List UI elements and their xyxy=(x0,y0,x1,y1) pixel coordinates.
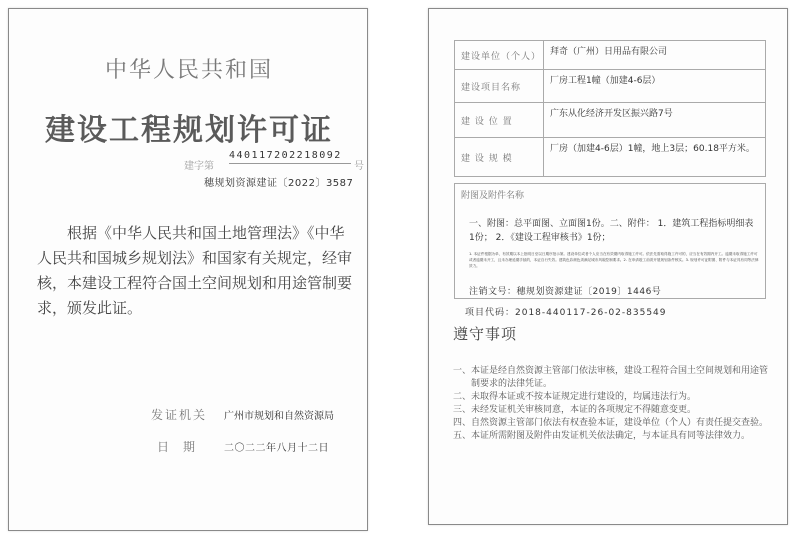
row-label: 建 设 规 模 xyxy=(455,138,544,177)
row-label: 建设单位（个人） xyxy=(455,41,544,70)
document-reference: 穗规划资源建证〔2022〕3587 xyxy=(204,178,354,189)
fine-print-notes: 1. 本证件根据为单，有效期以本上批明日至以日期序批示第。建设单位或者个人应当在有效期内取得施工许可。依法先需取得施工许可的，应当在有效期内开工。逾期未取得施工许可或者逾期未开工，且未办理延期手续的，本证自行失效。建筑色彩颜色须满足城市风貌控制要求。2. 在申请竣工前须开展规划条件核实。3. 规划许可证附图、附件与本证具有同等法律效力。 xyxy=(469,252,759,268)
permit-body-text: 根据《中华人民共和国土地管理法》《中华人民共和国城乡规划法》和国家有关规定，经审核，本建设工程符合国土空间规划和用途管制要求，颁发此证。 xyxy=(37,224,353,317)
permit-right-page xyxy=(428,8,788,525)
row-value: 厂房工程1幢（加建4-6层） xyxy=(544,70,766,103)
issuer-label: 发证机关 xyxy=(151,408,208,422)
project-code: 项目代码：2018-440117-26-02-835549 xyxy=(465,308,667,318)
country-heading: 中华人民共和国 xyxy=(104,58,273,83)
issuer-value: 广州市规划和自然资源局 xyxy=(224,411,334,422)
date-label: 日期 xyxy=(157,440,210,454)
list-item: 三、未经发证机关审核同意，本证的各项规定不得随意变更。 xyxy=(453,405,697,415)
table-row xyxy=(455,103,766,138)
notice-number: 注销文号：穗规划资源建证〔2019〕1446号 xyxy=(469,287,662,297)
list-item: 一、本证是经自然资源主管部门依法审核，建设工程符合国土空间规划和用途管制要求的法律凭证。 xyxy=(453,366,769,389)
table-row xyxy=(455,70,766,103)
observe-heading: 遵守事项 xyxy=(453,325,518,343)
row-value: 广东从化经济开发区振兴路7号 xyxy=(544,103,766,138)
list-item: 二、未取得本证或不按本证规定进行建设的，均属违法行为。 xyxy=(453,392,697,402)
table-row xyxy=(455,41,766,70)
permit-number: 440117202218092 xyxy=(229,148,351,164)
row-value: 厂房（加建4-6层）1幢，地上3层；60.18平方米。 xyxy=(544,138,766,177)
attachments-text: 一、附图：总平面图、立面图1份。二、附件： 1．建筑工程指标明细表1份； 2．《建设工程审核书》1份； xyxy=(469,219,754,243)
permit-left-page xyxy=(8,8,368,531)
number-prefix: 建字第 xyxy=(184,161,214,172)
row-label: 建设项目名称 xyxy=(455,70,544,103)
row-label: 建 设 位 置 xyxy=(455,103,544,138)
attachments-title: 附图及附件名称 xyxy=(461,191,525,201)
row-value: 拜奇（广州）日用品有限公司 xyxy=(544,41,766,70)
number-suffix: 号 xyxy=(354,161,364,172)
table-row xyxy=(455,138,766,177)
list-item: 四、自然资源主管部门依法有权查验本证，建设单位（个人）有责任提交查验。 xyxy=(453,418,769,428)
list-item: 五、本证所需附图及附件由发证机关依法确定，与本证具有同等法律效力。 xyxy=(453,431,751,441)
attachments-box xyxy=(454,183,766,299)
date-value: 二〇二二年八月十二日 xyxy=(224,443,329,454)
rules-list xyxy=(453,365,773,443)
permit-title: 建设工程规划许可证 xyxy=(45,113,333,148)
project-info-table xyxy=(454,40,766,177)
